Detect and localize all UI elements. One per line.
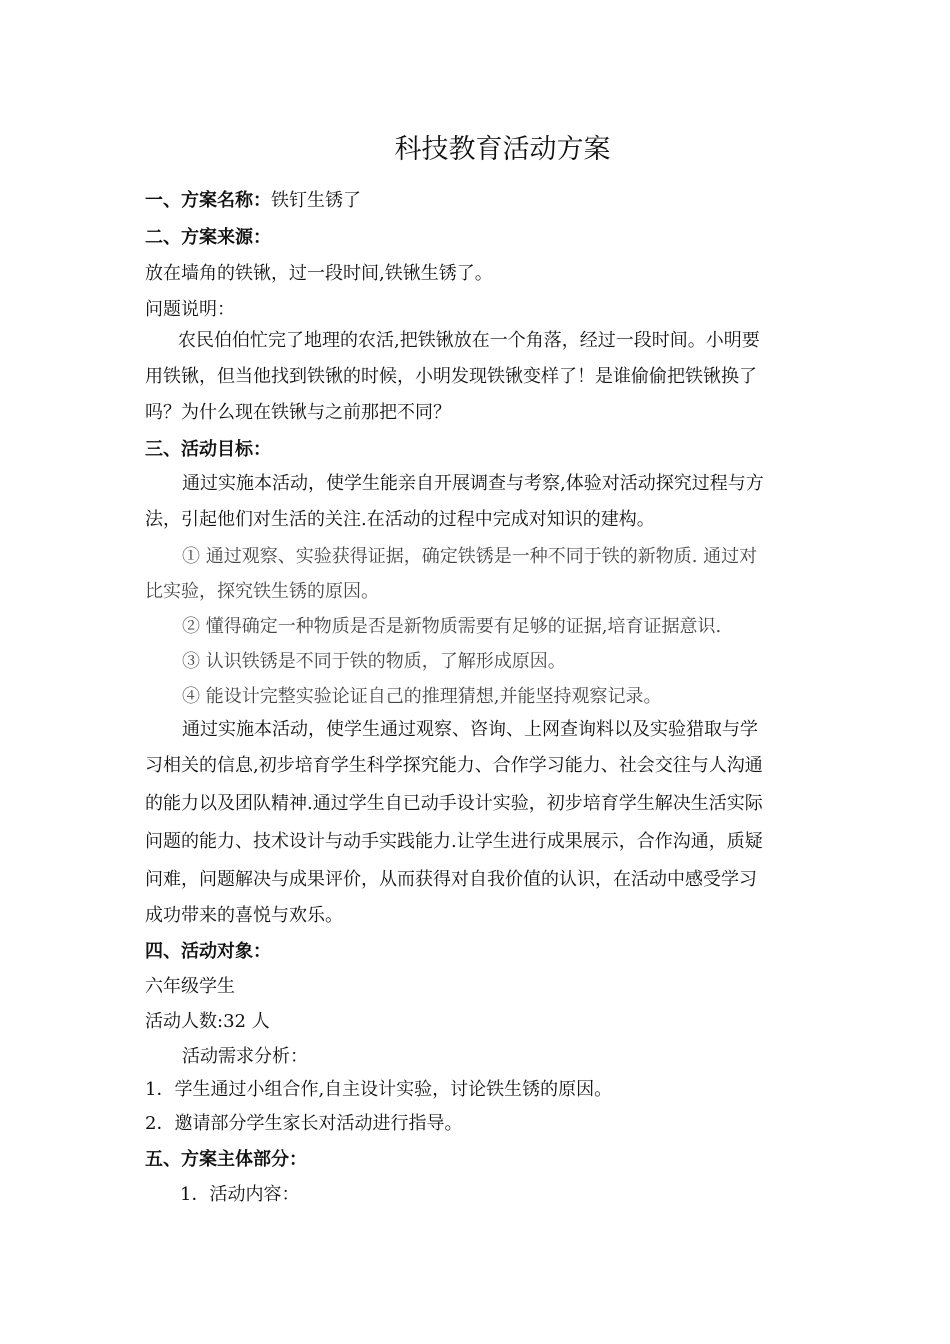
goal-intro-line: 法，引起他们对生活的关注.在活动的过程中完成对知识的建构。 (145, 509, 655, 530)
section-4-heading: 四、活动对象： (145, 941, 271, 962)
needs-item: 1．学生通过小组合作,自主设计实验，讨论铁生锈的原因。 (145, 1079, 613, 1100)
goal-outro-line: 成功带来的喜悦与欢乐。 (145, 905, 343, 926)
participant-count: 活动人数:32 人 (145, 1011, 270, 1032)
problem-line: 用铁锹，但当他找到铁锹的时候，小明发现铁锹变样了！是谁偷偷把铁锹换了 (145, 366, 757, 387)
problem-label: 问题说明： (145, 299, 235, 320)
goal-item: ③ 认识铁锈是不同于铁的物质，了解形成原因。 (182, 651, 566, 672)
audience: 六年级学生 (145, 976, 235, 997)
section-1-line (145, 189, 361, 213)
goal-item: ① 通过观察、实验获得证据，确定铁锈是一种不同于铁的新物质. 通过对 (182, 546, 758, 567)
goal-outro-line: 问题的能力、技术设计与动手实践能力.让学生进行成果展示，合作沟通，质疑 (145, 831, 763, 852)
section-5-heading: 五、方案主体部分： (145, 1149, 307, 1170)
content-label: 1．活动内容： (180, 1184, 300, 1205)
goal-item: ② 懂得确定一种物质是否是新物质需要有足够的证据,培育证据意识. (182, 616, 722, 637)
section-1-heading: 一、方案名称： (145, 190, 271, 211)
goal-outro-line: 问难，问题解决与成果评价，从而获得对自我价值的认识，在活动中感受学习 (145, 869, 757, 890)
goal-outro-line: 的能力以及团队精神.通过学生自已动手设计实验，初步培育学生解决生活实际 (145, 793, 763, 814)
goal-intro-line: 通过实施本活动，使学生能亲自开展调查与考察,体验对活动探究过程与方 (182, 473, 764, 494)
section-3-heading: 三、活动目标： (145, 439, 271, 460)
source-text: 放在墙角的铁锹，过一段时间,铁锹生锈了。 (145, 263, 493, 284)
goal-outro-line: 通过实施本活动，使学生通过观察、咨询、上网查询料以及实验猎取与学 (182, 719, 758, 740)
needs-label: 活动需求分析： (182, 1046, 308, 1067)
problem-line: 农民伯伯忙完了地理的农活,把铁锹放在一个角落，经过一段时间。小明要 (178, 330, 760, 351)
plan-name: 铁钉生锈了 (271, 190, 361, 211)
needs-item: 2．邀请部分学生家长对活动进行指导。 (145, 1113, 463, 1134)
section-2-heading: 二、方案来源： (145, 227, 271, 248)
problem-line: 吗？为什么现在铁锹与之前那把不同？ (145, 402, 451, 423)
goal-item: ④ 能设计完整实验论证自己的推理猜想,并能坚持观察记录。 (182, 686, 662, 707)
document-title: 科技教育活动方案 (394, 134, 611, 165)
goal-item-continued: 比实验，探究铁生锈的原因。 (145, 581, 379, 602)
goal-outro-line: 习相关的信息,初步培育学生科学探究能力、合作学习能力、社会交往与人沟通 (145, 755, 763, 776)
